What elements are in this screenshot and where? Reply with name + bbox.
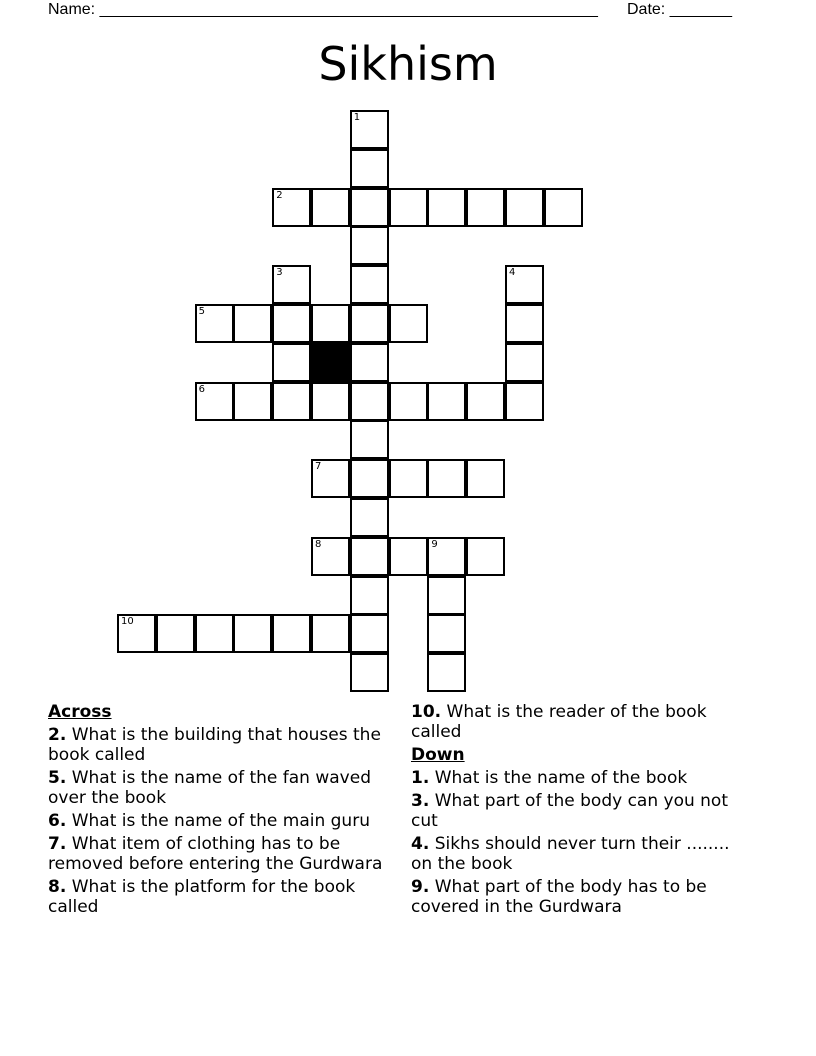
clue-number: 6. bbox=[48, 811, 67, 831]
crossword-cell[interactable] bbox=[350, 459, 389, 498]
down-clues bbox=[411, 702, 751, 920]
crossword-clue-number: 2 bbox=[276, 189, 283, 201]
clue-number: 5. bbox=[48, 768, 67, 788]
crossword-cell[interactable] bbox=[233, 614, 272, 653]
across-clue-5 bbox=[48, 768, 408, 808]
crossword-cell[interactable] bbox=[233, 304, 272, 343]
clue-text: What is the building that houses the book called bbox=[48, 725, 381, 765]
crossword-cell[interactable] bbox=[505, 382, 544, 421]
crossword-cell[interactable] bbox=[350, 614, 389, 653]
crossword-cell[interactable] bbox=[311, 382, 350, 421]
down-clue-4 bbox=[411, 834, 751, 874]
crossword-cell[interactable] bbox=[505, 265, 544, 304]
clue-text: What item of clothing has to be removed before entering the Gurdwara bbox=[48, 834, 383, 874]
down-clue-3 bbox=[411, 791, 751, 831]
crossword-clue-number: 4 bbox=[509, 267, 516, 279]
crossword-clue-number: 8 bbox=[315, 538, 322, 550]
clue-number: 8. bbox=[48, 877, 67, 897]
clue-number: 2. bbox=[48, 725, 67, 745]
clue-number: 9. bbox=[411, 877, 430, 897]
crossword-cell[interactable] bbox=[466, 382, 505, 421]
crossword-cell[interactable] bbox=[389, 304, 428, 343]
across-heading: Across bbox=[48, 702, 112, 722]
clue-text: Sikhs should never turn their ........ on the book bbox=[411, 834, 730, 874]
crossword-cell[interactable] bbox=[505, 343, 544, 382]
crossword-cell[interactable] bbox=[311, 614, 350, 653]
down-heading: Down bbox=[411, 745, 465, 765]
crossword-clue-number: 7 bbox=[315, 461, 322, 473]
crossword-cell[interactable] bbox=[311, 188, 350, 227]
crossword-cell[interactable] bbox=[195, 614, 234, 653]
crossword-cell[interactable] bbox=[350, 420, 389, 459]
crossword-cell[interactable] bbox=[427, 188, 466, 227]
crossword-cell[interactable] bbox=[427, 653, 466, 692]
crossword-clue-number: 5 bbox=[198, 306, 205, 317]
crossword-cell[interactable] bbox=[233, 382, 272, 421]
crossword-clue-number: 9 bbox=[431, 538, 438, 550]
crossword-clue-number: 6 bbox=[198, 383, 205, 395]
crossword-cell[interactable] bbox=[350, 576, 389, 615]
clue-number: 4. bbox=[411, 834, 430, 854]
crossword-cell[interactable] bbox=[350, 188, 389, 227]
crossword-cell[interactable] bbox=[350, 498, 389, 537]
crossword-cell[interactable] bbox=[427, 382, 466, 421]
crossword-cell[interactable] bbox=[505, 188, 544, 227]
crossword-clue-number: 1 bbox=[353, 112, 361, 123]
crossword-cell[interactable] bbox=[350, 537, 389, 576]
clue-text: What is the platform for the book called bbox=[48, 877, 356, 917]
crossword-cell[interactable] bbox=[466, 459, 505, 498]
crossword-cell[interactable] bbox=[272, 343, 311, 382]
crossword-cell[interactable] bbox=[427, 459, 466, 498]
crossword-cell[interactable] bbox=[195, 304, 234, 343]
crossword-cell[interactable] bbox=[350, 110, 389, 149]
crossword-black-square bbox=[311, 343, 350, 382]
clue-number: 3. bbox=[411, 791, 430, 811]
crossword-cell[interactable] bbox=[389, 382, 428, 421]
crossword-cell[interactable] bbox=[427, 537, 466, 576]
crossword-cell[interactable] bbox=[272, 614, 311, 653]
across-clue-6 bbox=[48, 811, 408, 831]
crossword-cell[interactable] bbox=[350, 343, 389, 382]
down-clue-9 bbox=[411, 877, 751, 917]
crossword-cell[interactable] bbox=[350, 265, 389, 304]
crossword-cell[interactable] bbox=[311, 304, 350, 343]
crossword-cell[interactable] bbox=[117, 614, 156, 653]
crossword-cell[interactable] bbox=[427, 614, 466, 653]
clue-number: 1. bbox=[411, 768, 430, 788]
clue-text: What is the reader of the book called bbox=[411, 702, 707, 742]
clue-number: 10. bbox=[411, 702, 442, 722]
crossword-cell[interactable] bbox=[272, 382, 311, 421]
clue-text: What is the name of the main guru bbox=[71, 811, 370, 831]
crossword-cell[interactable] bbox=[427, 576, 466, 615]
crossword-clue-number: 10 bbox=[121, 616, 134, 628]
crossword-cell[interactable] bbox=[272, 304, 311, 343]
date-field-label: Date: _______ bbox=[627, 1, 732, 18]
crossword-cell[interactable] bbox=[350, 382, 389, 421]
crossword-cell[interactable] bbox=[272, 265, 311, 304]
across-clue-8 bbox=[48, 877, 408, 917]
crossword-cell[interactable] bbox=[350, 653, 389, 692]
crossword-cell[interactable] bbox=[350, 149, 389, 188]
crossword-cell[interactable] bbox=[272, 188, 311, 227]
crossword-cell[interactable] bbox=[350, 226, 389, 265]
down-clue-1 bbox=[411, 768, 751, 788]
crossword-cell[interactable] bbox=[544, 188, 583, 227]
crossword-cell[interactable] bbox=[466, 188, 505, 227]
crossword-cell[interactable] bbox=[311, 459, 350, 498]
across-clues bbox=[48, 702, 408, 920]
crossword-clue-number: 3 bbox=[276, 267, 283, 279]
crossword-cell[interactable] bbox=[505, 304, 544, 343]
clue-text: What is the name of the fan waved over the book bbox=[48, 768, 371, 808]
clue-text: What is the name of the book bbox=[434, 768, 688, 788]
clue-text: What part of the body has to be covered in the Gurdwara bbox=[411, 877, 707, 917]
crossword-cell[interactable] bbox=[311, 537, 350, 576]
clue-text: What part of the body can you not cut bbox=[411, 791, 729, 831]
crossword-cell[interactable] bbox=[389, 188, 428, 227]
crossword-cell[interactable] bbox=[195, 382, 234, 421]
crossword-cell[interactable] bbox=[350, 304, 389, 343]
page-title: Sikhism bbox=[318, 37, 498, 91]
across-clue-10 bbox=[411, 702, 751, 742]
crossword-cell[interactable] bbox=[389, 459, 428, 498]
across-clue-2 bbox=[48, 725, 408, 765]
across-clue-7 bbox=[48, 834, 408, 874]
clue-number: 7. bbox=[48, 834, 67, 854]
crossword-cell[interactable] bbox=[389, 537, 428, 576]
name-field-label: Name: ________________________________________________________ bbox=[48, 1, 598, 18]
crossword-cell[interactable] bbox=[466, 537, 505, 576]
crossword-cell[interactable] bbox=[156, 614, 195, 653]
